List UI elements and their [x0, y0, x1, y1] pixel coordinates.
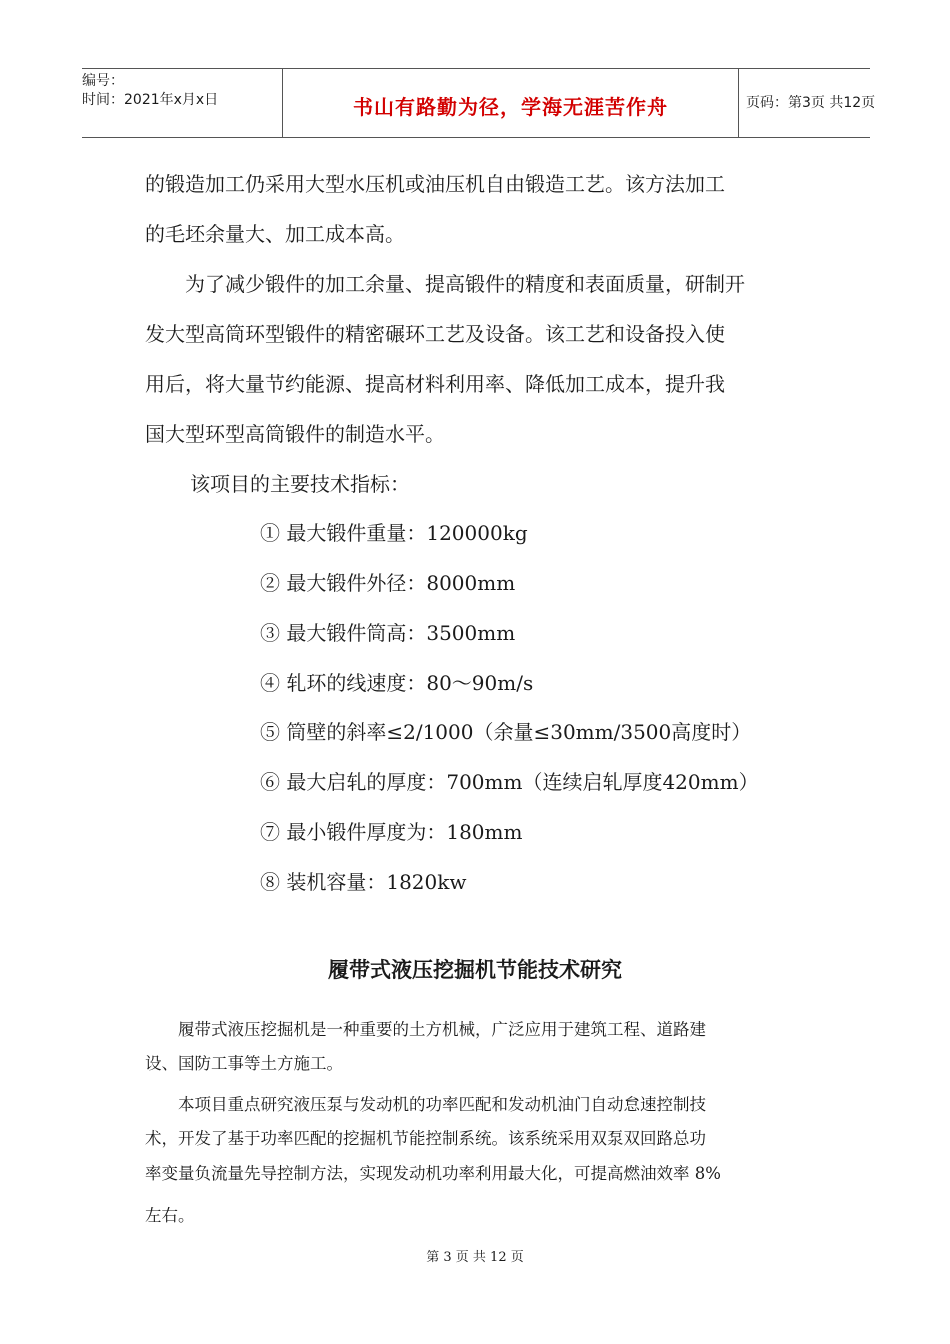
section-line: 本项目重点研究液压泵与发动机的功率匹配和发动机油门自动怠速控制技 [178, 1095, 706, 1114]
spec-item: ④ 轧环的线速度：80～90m/s [260, 671, 534, 695]
spec-item: ⑧ 装机容量：1820kw [260, 870, 467, 894]
spec-item: ① 最大锻件重量：120000kg [260, 521, 528, 545]
body-line: 为了减少锻件的加工余量、提高锻件的精度和表面质量，研制开 [185, 272, 745, 296]
section-line: 术，开发了基于功率匹配的挖掘机节能控制系统。该系统采用双泵双回路总功 [145, 1129, 706, 1148]
document-number-label: 编号： [82, 73, 124, 89]
section-line: 左右。 [145, 1206, 195, 1225]
section-title: 履带式液压挖掘机节能技术研究 [328, 958, 622, 982]
spec-item: ⑥ 最大启轧的厚度：700mm（连续启轧厚度420mm） [260, 770, 759, 794]
body-line: 国大型环型高筒锻件的制造水平。 [145, 422, 445, 446]
page-header [82, 68, 876, 138]
spec-item: ② 最大锻件外径：8000mm [260, 571, 516, 595]
document-time-label: 时间：2021年x月x日 [82, 92, 219, 108]
section-line: 率变量负流量先导控制方法，实现发动机功率利用最大化，可提高燃油效率 8% [145, 1164, 721, 1183]
section-line: 设、国防工事等土方施工。 [145, 1054, 343, 1073]
header-page-number: 页码：第3页 共12页 [746, 95, 876, 111]
page-footer: 第 3 页 共 12 页 [426, 1250, 524, 1265]
header-motto: 书山有路勤为径，学海无涯苦作舟 [353, 95, 668, 119]
body-line: 用后，将大量节约能源、提高材料利用率、降低加工成本，提升我 [145, 372, 725, 396]
body-line: 发大型高筒环型锻件的精密碾环工艺及设备。该工艺和设备投入使 [145, 322, 725, 346]
spec-item: ③ 最大锻件筒高：3500mm [260, 621, 516, 645]
specs-intro: 该项目的主要技术指标： [190, 472, 410, 496]
spec-item: ⑦ 最小锻件厚度为：180mm [260, 820, 523, 844]
header-left [82, 69, 282, 140]
section-line: 履带式液压挖掘机是一种重要的土方机械，广泛应用于建筑工程、道路建 [178, 1020, 706, 1039]
spec-item: ⑤ 筒壁的斜率≤2/1000（余量≤30mm/3500高度时） [260, 720, 752, 744]
body-line: 的毛坯余量大、加工成本高。 [145, 222, 405, 246]
body-line: 的锻造加工仍采用大型水压机或油压机自由锻造工艺。该方法加工 [145, 172, 725, 196]
header-middle [282, 69, 739, 137]
